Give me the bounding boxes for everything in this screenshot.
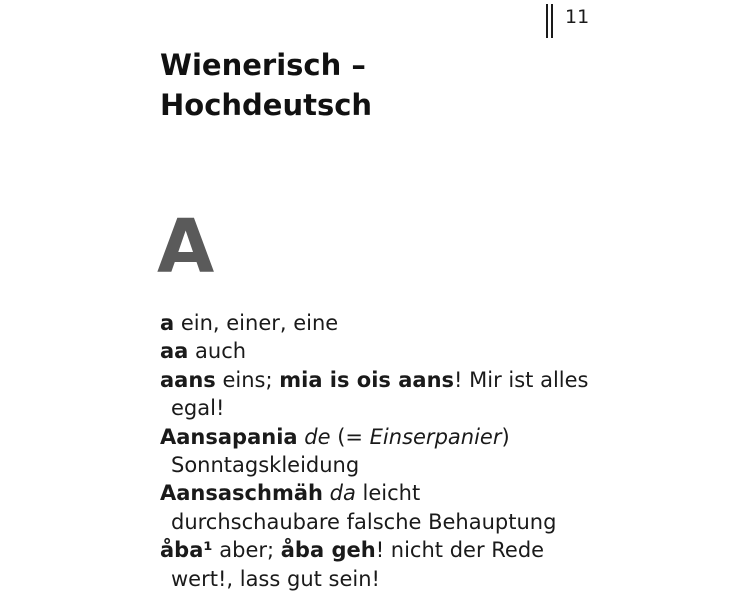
dictionary-entry	[160, 536, 590, 593]
entry-article: de	[304, 424, 331, 449]
entry-headword: aans	[160, 367, 216, 392]
dictionary-entry	[160, 337, 590, 365]
entry-variant: Einserpanier	[369, 424, 502, 449]
page-marker	[546, 4, 589, 40]
dictionary-entry	[160, 479, 590, 536]
entry-headword: Aansaschmäh	[160, 481, 323, 506]
entry-headword: a	[160, 311, 175, 335]
section-title-line-1: Wienerisch –	[160, 48, 366, 82]
page-marker-bar	[546, 4, 548, 38]
entry-definition: (=	[330, 424, 370, 449]
entry-definition-rest: ) Sonntagskleidung	[171, 424, 510, 478]
section-title-line-2: Hochdeutsch	[160, 88, 373, 122]
entry-definition: aber;	[212, 538, 281, 563]
page-marker-bar	[551, 4, 553, 38]
dictionary-entries	[160, 309, 590, 593]
entry-headword: Aansapania	[160, 424, 298, 449]
dictionary-entry	[160, 309, 590, 337]
entry-headword: åba¹	[160, 538, 213, 563]
letter-heading: A	[157, 204, 215, 290]
entry-phrase: mia is ois aans	[279, 367, 455, 392]
page-number: 11	[565, 6, 590, 28]
entry-article: da	[329, 481, 356, 506]
entry-definition: ein, einer, eine	[174, 311, 339, 335]
entry-definition: auch	[188, 339, 247, 364]
entry-definition: eins;	[215, 367, 280, 392]
dictionary-entry	[160, 423, 590, 480]
section-title	[160, 45, 372, 125]
entry-definition: leicht durchschaubare falsche Behauptung	[171, 481, 557, 534]
dictionary-entry	[160, 366, 590, 423]
entry-phrase-definition: ! Mir ist alles egal!	[171, 367, 589, 421]
entry-phrase-definition: ! nicht der Rede wert!, lass gut sein!	[171, 538, 545, 591]
entry-headword: aa	[160, 339, 189, 364]
entry-phrase: åba geh	[280, 538, 376, 563]
